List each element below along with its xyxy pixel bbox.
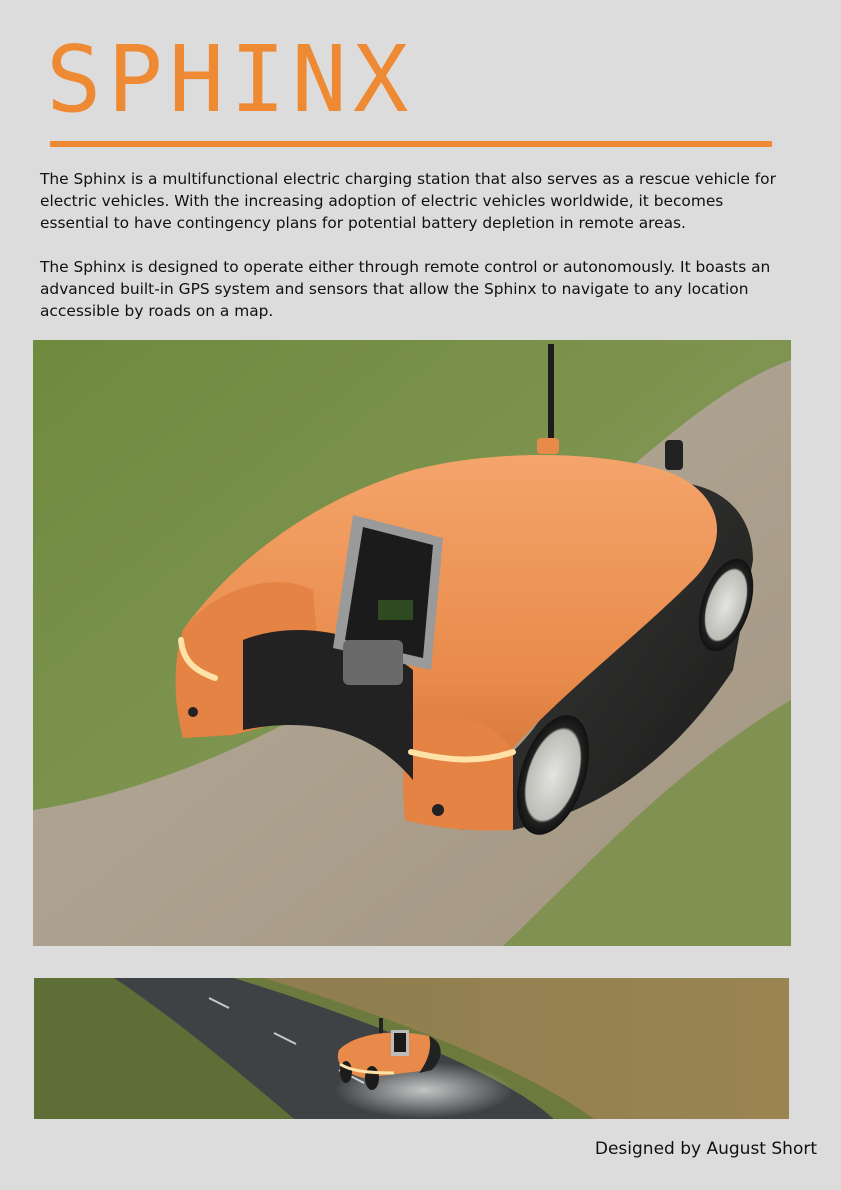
intro-text	[40, 168, 785, 344]
title-divider	[50, 141, 772, 147]
intro-paragraph-2: The Sphinx is designed to operate either through remote control or autonomously. It boasts an advanced built-in GPS system and sensors that allow the Sphinx to navigate to any location accessible by roads on a map.	[40, 258, 771, 320]
intro-paragraph-1: The Sphinx is a multifunctional electric charging station that also serves as a rescue vehicle for electric vehicles. With the increasing adoption of electric vehicles worldwide, it becomes essential to have contingency plans for potential battery depletion in remote areas.	[40, 170, 776, 232]
designer-credit: Designed by August Short	[594, 1139, 817, 1159]
hero-render-image	[33, 340, 791, 946]
road-render-image	[34, 978, 789, 1119]
page-title: SPHINX	[46, 26, 415, 133]
